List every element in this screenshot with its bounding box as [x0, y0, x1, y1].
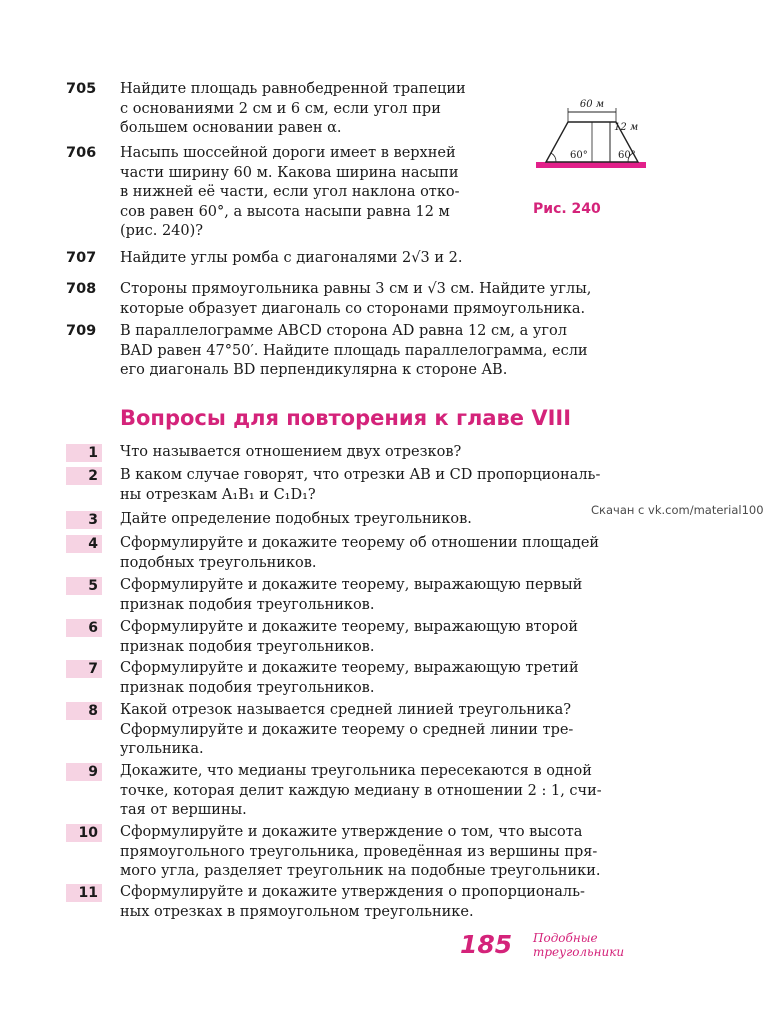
height-label: 12 м — [614, 122, 639, 133]
question-number: 7 — [66, 660, 102, 678]
question-text: Сформулируйте и докажите теорему, выражающую второй признак подобия треугольников. — [120, 619, 578, 655]
question-number: 11 — [66, 884, 102, 902]
question-number: 4 — [66, 535, 102, 553]
question-number: 6 — [66, 619, 102, 637]
problem-number: 706 — [66, 145, 97, 161]
angle-arc-left — [551, 153, 556, 162]
figure-240 — [530, 92, 650, 172]
question-text: Сформулируйте и докажите теорему, выражающую первый признак подобия треугольников. — [120, 577, 583, 613]
section-title: Вопросы для повторения к главе VIII — [120, 406, 572, 430]
question-text: В каком случае говорят, что отрезки AB и CD пропорциональ- ны отрезкам A₁B₁ и C₁D₁? — [120, 467, 601, 503]
top-label: 60 м — [579, 99, 605, 110]
question-number: 8 — [66, 702, 102, 720]
problem-number: 705 — [66, 81, 97, 97]
question-number: 1 — [66, 444, 102, 462]
question-number: 2 — [66, 467, 102, 485]
question-text: Сформулируйте и докажите утверждение о том, что высота прямоугольного треугольника, проведённая из вершины пря- мого угла, разделяет треугольник на подобные треугольники. — [120, 824, 601, 879]
question-number: 5 — [66, 577, 102, 595]
question-text: Докажите, что медианы треугольника пересекаются в одной точке, которая делит каждую медиану в отношении 2 : 1, счи- тая от вершины. — [120, 763, 602, 818]
problem-text: Найдите углы ромба с диагоналями 2√3 и 2. — [120, 250, 463, 266]
problem-number: 708 — [66, 281, 97, 297]
question-text: Сформулируйте и докажите теорему, выражающую третий признак подобия треугольников. — [120, 660, 579, 696]
question-text: Сформулируйте и докажите утверждения о пропорциональ- ных отрезках в прямоугольном треугольнике. — [120, 884, 585, 920]
page-number: 185 — [460, 930, 513, 959]
figure-caption: Рис. 240 — [533, 201, 601, 217]
problem-number: 709 — [66, 323, 97, 339]
problem-text: Найдите площадь равнобедренной трапеции с основаниями 2 см и 6 см, если угол при большем основании равен α. — [120, 81, 466, 136]
watermark: Скачан с vk.com/material100 — [591, 503, 764, 517]
angle-label-left: 60° — [570, 150, 588, 161]
ground-strip — [536, 162, 646, 168]
question-text: Сформулируйте и докажите теорему об отношении площадей подобных треугольников. — [120, 535, 600, 571]
running-footer: Подобные треугольники — [533, 931, 625, 959]
problem-text: Стороны прямоугольника равны 3 см и √3 см. Найдите углы, которые образует диагональ со сторонами прямоугольника. — [120, 281, 592, 317]
question-text: Дайте определение подобных треугольников. — [120, 511, 472, 527]
angle-label-right: 60° — [618, 150, 636, 161]
question-number: 9 — [66, 763, 102, 781]
question-number: 10 — [66, 824, 102, 842]
problem-text: Насыпь шоссейной дороги имеет в верхней части ширину 60 м. Какова ширина насыпи в нижней её части, если угол наклона отко- сов равен 60°, а высота насыпи равна 12 м (рис. 240)? — [120, 145, 460, 239]
problem-text: В параллелограмме ABCD сторона AD равна 12 см, а угол BAD равен 47°50′. Найдите площадь параллелограмма, если его диагональ BD перпендикулярна к стороне AB. — [120, 323, 588, 378]
question-number: 3 — [66, 511, 102, 529]
question-text: Что называется отношением двух отрезков? — [120, 444, 462, 460]
question-text: Какой отрезок называется средней линией треугольника? Сформулируйте и докажите теорему о средней линии тре- угольника. — [120, 702, 574, 757]
problem-number: 707 — [66, 250, 97, 266]
